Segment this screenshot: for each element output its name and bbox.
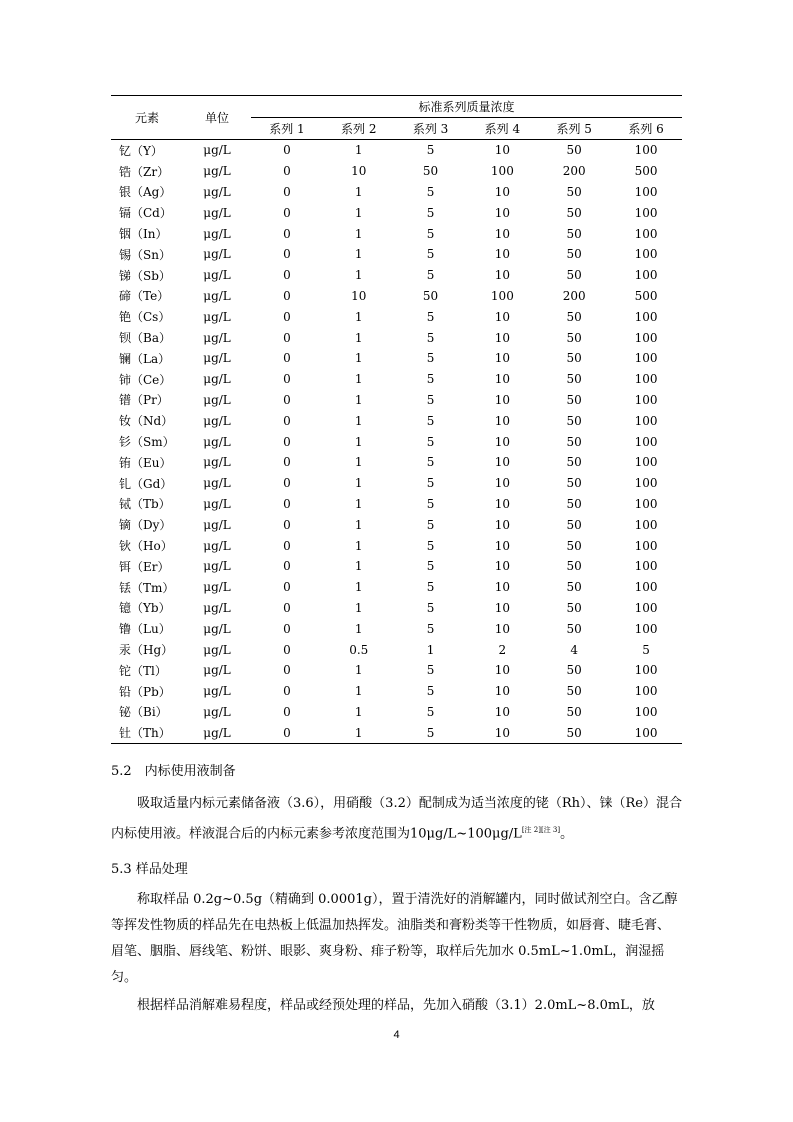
series-4-cell: 10 — [494, 351, 511, 366]
series-1-cell: 0 — [283, 684, 291, 699]
series-3-cell: 50 — [422, 164, 439, 179]
series-4-cell: 10 — [494, 517, 511, 532]
element-cell: 钡（Ba） — [119, 331, 171, 346]
series-1-cell: 0 — [251, 722, 323, 743]
series-3-cell: 5 — [426, 392, 435, 407]
series-6-cell: 100 — [634, 351, 658, 366]
series-3-cell: 5 — [426, 455, 435, 470]
series-3-cell: 5 — [426, 538, 435, 553]
series-6-cell: 100 — [634, 309, 658, 324]
table-row — [111, 223, 682, 244]
series-2-cell: 1 — [354, 392, 363, 407]
series-1-cell: 0 — [283, 621, 291, 636]
series-3-cell: 5 — [426, 580, 435, 595]
header-unit: 单位 — [183, 96, 251, 140]
series-2-cell: 1 — [354, 559, 363, 574]
section-5-2-paragraph — [111, 791, 682, 847]
element-cell: 钍（Th） — [111, 722, 183, 743]
series-5-cell: 50 — [566, 580, 582, 595]
series-5-cell: 50 — [566, 205, 582, 220]
series-4-cell: 10 — [494, 392, 511, 407]
element-cell: 碲（Te） — [119, 289, 170, 304]
series-1-cell: 0 — [283, 580, 291, 595]
series-6-cell: 100 — [634, 559, 658, 574]
unit-cell: μg/L — [203, 247, 231, 262]
element-cell: 铽（Tb） — [119, 497, 171, 512]
section-5-2-end: 。 — [560, 826, 574, 842]
unit-cell: μg/L — [203, 580, 231, 595]
series-5-cell: 50 — [566, 143, 582, 158]
table-row — [111, 390, 682, 411]
element-cell: 镱（Yb） — [119, 601, 171, 616]
series-3-cell: 5 — [426, 434, 435, 449]
series-2-cell: 0.5 — [349, 642, 369, 657]
series-3-cell: 5 — [426, 559, 435, 574]
section-5-3-paragraph-1: 称取样品 0.2g~0.5g（精确到 0.0001g），置于清洗好的消解罐内，同时做试剂空白。含乙醇等挥发性物质的样品先在电热板上低温加热挥发。油脂类和膏粉类等干性物质，如唇膏、睫毛膏、眉笔、胭脂、唇线笔、粉饼、眼影、爽身粉、痱子粉等，取样后先加水 0.5mL~1.0mL，润湿摇匀。 — [111, 892, 678, 985]
unit-cell: μg/L — [203, 621, 231, 636]
series-2-cell: 1 — [354, 247, 363, 262]
series-1-cell: 0 — [283, 642, 291, 657]
series-3-cell: 5 — [426, 330, 435, 345]
table-row — [111, 514, 682, 535]
table-row — [111, 681, 682, 702]
section-5-3-paragraph-2: 根据样品消解难易程度，样品或经预处理的样品，先加入硝酸（3.1）2.0mL~8.0mL，放 — [137, 998, 655, 1013]
series-2-cell: 1 — [354, 143, 363, 158]
series-3-cell: 5 — [426, 205, 435, 220]
series-2-cell: 1 — [354, 663, 363, 678]
series-1-cell: 0 — [283, 143, 291, 158]
series-3-cell: 5 — [426, 143, 435, 158]
series-1-cell: 0 — [283, 288, 291, 303]
unit-cell: μg/L — [203, 663, 231, 678]
series-3-cell: 5 — [426, 309, 435, 324]
series-2-cell: 10 — [351, 164, 367, 179]
series-4-cell: 10 — [494, 455, 511, 470]
unit-cell: μg/L — [203, 372, 231, 387]
series-6-cell: 100 — [610, 722, 682, 743]
section-5-2-heading: 5.2 内标使用液制备 — [111, 764, 236, 779]
series-1-cell: 0 — [283, 704, 291, 719]
series-1-cell: 0 — [283, 184, 291, 199]
table-row — [111, 410, 682, 431]
header-series-5: 系列 5 — [538, 118, 610, 140]
series-6-cell: 100 — [634, 517, 658, 532]
unit-cell: μg/L — [203, 164, 231, 179]
unit-cell: μg/L — [203, 476, 231, 491]
series-5-cell: 50 — [566, 538, 582, 553]
series-3-cell: 5 — [426, 621, 435, 636]
series-4-cell: 10 — [494, 704, 511, 719]
element-cell: 铒（Er） — [119, 559, 170, 574]
unit-cell: μg/L — [203, 143, 231, 158]
element-cell: 锆（Zr） — [119, 164, 170, 179]
unit-cell: μg/L — [203, 226, 231, 241]
series-2-cell: 1 — [354, 684, 363, 699]
series-4-cell: 10 — [494, 559, 511, 574]
series-3-cell: 5 — [426, 268, 435, 283]
series-5-cell: 50 — [566, 184, 582, 199]
series-5-cell: 50 — [566, 600, 582, 615]
series-1-cell: 0 — [283, 538, 291, 553]
element-cell: 铥（Tm） — [119, 580, 175, 595]
series-6-cell: 100 — [634, 268, 658, 283]
element-cell: 镨（Pr） — [119, 393, 169, 408]
element-cell: 铋（Bi） — [119, 705, 168, 720]
series-2-cell: 1 — [354, 538, 363, 553]
header-series-1: 系列 1 — [251, 118, 323, 140]
series-4-cell: 10 — [494, 621, 511, 636]
unit-cell: μg/L — [203, 413, 231, 428]
series-5-cell: 50 — [566, 621, 582, 636]
series-2-cell: 1 — [354, 226, 363, 241]
series-6-cell: 100 — [634, 704, 658, 719]
element-cell: 铅（Pb） — [119, 684, 171, 699]
series-5-cell: 50 — [566, 268, 582, 283]
series-4-cell: 2 — [498, 642, 507, 657]
series-1-cell: 0 — [283, 226, 291, 241]
series-3-cell: 5 — [426, 413, 435, 428]
series-2-cell: 1 — [354, 268, 363, 283]
element-cell: 镥（Lu） — [119, 622, 171, 637]
series-5-cell: 50 — [566, 496, 582, 511]
series-6-cell: 100 — [634, 684, 658, 699]
series-6-cell: 5 — [642, 642, 650, 657]
series-1-cell: 0 — [283, 434, 291, 449]
header-series-3: 系列 3 — [395, 118, 467, 140]
series-5-cell: 50 — [566, 372, 582, 387]
series-2-cell: 1 — [354, 434, 363, 449]
table-row — [111, 431, 682, 452]
series-4-cell: 10 — [494, 143, 511, 158]
series-6-cell: 500 — [634, 288, 658, 303]
element-cell: 铈（Ce） — [119, 372, 172, 387]
table-row — [111, 722, 682, 743]
table-row — [111, 306, 682, 327]
series-6-cell: 100 — [634, 184, 658, 199]
unit-cell: μg/L — [183, 722, 251, 743]
series-4-cell: 10 — [494, 309, 511, 324]
footnote-reference: [注 2][注 3] — [521, 826, 561, 834]
element-cell: 银（Ag） — [119, 185, 172, 200]
table-row — [111, 202, 682, 223]
unit-cell: μg/L — [203, 392, 231, 407]
series-4-cell: 10 — [494, 600, 511, 615]
series-5-cell: 4 — [570, 642, 578, 657]
series-4-cell: 10 — [494, 580, 511, 595]
series-2-cell: 1 — [354, 351, 363, 366]
element-cell: 铟（In） — [119, 227, 168, 242]
series-3-cell: 5 — [426, 704, 435, 719]
series-1-cell: 0 — [283, 663, 291, 678]
element-cell: 锑（Sb） — [119, 268, 171, 283]
unit-cell: μg/L — [203, 704, 231, 719]
series-4-cell: 10 — [494, 268, 511, 283]
table-row — [111, 140, 682, 161]
series-4-cell: 10 — [494, 413, 511, 428]
element-cell: 镝（Dy） — [119, 518, 172, 533]
standard-series-table — [111, 95, 682, 744]
series-6-cell: 100 — [634, 621, 658, 636]
table-row — [111, 286, 682, 307]
series-3-cell: 5 — [426, 496, 435, 511]
series-1-cell: 0 — [283, 247, 291, 262]
element-cell: 镧（La） — [119, 351, 171, 366]
series-6-cell: 100 — [634, 434, 658, 449]
series-4-cell: 10 — [466, 722, 538, 743]
series-2-cell: 1 — [354, 517, 363, 532]
series-6-cell: 100 — [634, 496, 658, 511]
series-2-cell: 1 — [354, 330, 363, 345]
series-5-cell: 50 — [566, 704, 582, 719]
unit-cell: μg/L — [203, 351, 231, 366]
table-row — [111, 535, 682, 556]
series-6-cell: 100 — [634, 663, 658, 678]
table-row — [111, 369, 682, 390]
series-3-cell: 5 — [426, 247, 435, 262]
series-5-cell: 50 — [566, 684, 582, 699]
header-series-4: 系列 4 — [466, 118, 538, 140]
series-5-cell: 50 — [566, 413, 582, 428]
series-2-cell: 1 — [354, 496, 363, 511]
series-6-cell: 100 — [634, 538, 658, 553]
series-3-cell: 5 — [426, 184, 435, 199]
element-cell: 镉（Cd） — [119, 206, 172, 221]
series-5-cell: 50 — [566, 247, 582, 262]
series-3-cell: 5 — [426, 372, 435, 387]
series-3-cell: 5 — [426, 600, 435, 615]
series-5-cell: 50 — [566, 663, 582, 678]
series-4-cell: 10 — [494, 205, 511, 220]
series-5-cell: 50 — [566, 455, 582, 470]
header-series-6: 系列 6 — [610, 118, 682, 140]
series-1-cell: 0 — [283, 351, 291, 366]
series-4-cell: 10 — [494, 247, 511, 262]
series-6-cell: 100 — [634, 247, 658, 262]
table-row — [111, 660, 682, 681]
series-2-cell: 1 — [354, 621, 363, 636]
unit-cell: μg/L — [203, 600, 231, 615]
table-row — [111, 452, 682, 473]
series-2-cell: 1 — [354, 600, 363, 615]
series-6-cell: 100 — [634, 476, 658, 491]
series-5-cell: 50 — [566, 226, 582, 241]
series-1-cell: 0 — [283, 559, 291, 574]
header-group: 标准系列质量浓度 — [251, 96, 682, 118]
series-4-cell: 10 — [494, 184, 511, 199]
series-6-cell: 100 — [634, 205, 658, 220]
table-row — [111, 556, 682, 577]
table-row — [111, 327, 682, 348]
element-cell: 钇（Y） — [119, 143, 163, 158]
series-5-cell: 50 — [566, 559, 582, 574]
series-2-cell: 10 — [351, 288, 367, 303]
series-4-cell: 100 — [490, 164, 514, 179]
series-6-cell: 100 — [634, 330, 658, 345]
series-3-cell: 5 — [426, 663, 435, 678]
series-5-cell: 50 — [566, 434, 582, 449]
series-4-cell: 100 — [490, 288, 514, 303]
series-6-cell: 100 — [634, 392, 658, 407]
series-4-cell: 10 — [494, 663, 511, 678]
series-4-cell: 10 — [494, 434, 511, 449]
table-row — [111, 577, 682, 598]
series-1-cell: 0 — [283, 372, 291, 387]
series-5-cell: 50 — [566, 476, 582, 491]
series-1-cell: 0 — [283, 268, 291, 283]
series-6-cell: 100 — [634, 226, 658, 241]
table-row — [111, 182, 682, 203]
table-row — [111, 618, 682, 639]
series-3-cell: 5 — [426, 226, 435, 241]
series-1-cell: 0 — [283, 205, 291, 220]
series-5-cell: 50 — [538, 722, 610, 743]
table-row — [111, 348, 682, 369]
series-2-cell: 1 — [323, 722, 395, 743]
page-number: 4 — [393, 1029, 400, 1041]
section-5-3-heading: 5.3 样品处理 — [111, 862, 188, 877]
series-2-cell: 1 — [354, 704, 363, 719]
header-element: 元素 — [111, 96, 183, 140]
unit-cell: μg/L — [203, 496, 231, 511]
unit-cell: μg/L — [203, 538, 231, 553]
section-5-2-text: 吸取适量内标元素储备液（3.6），用硝酸（3.2）配制成为适当浓度的铑（Rh）、铼（Re）混合内标使用液。样液混合后的内标元素参考浓度范围为10μg/L~100μg/L — [111, 796, 682, 842]
unit-cell: μg/L — [203, 309, 231, 324]
series-3-cell: 5 — [395, 722, 467, 743]
series-2-cell: 1 — [354, 184, 363, 199]
series-6-cell: 100 — [634, 455, 658, 470]
table-body — [111, 140, 682, 744]
series-1-cell: 0 — [283, 164, 291, 179]
element-cell: 钐（Sm） — [119, 435, 175, 450]
series-1-cell: 0 — [283, 496, 291, 511]
series-2-cell: 1 — [354, 580, 363, 595]
series-5-cell: 200 — [562, 288, 586, 303]
series-1-cell: 0 — [283, 600, 291, 615]
series-4-cell: 10 — [494, 330, 511, 345]
series-6-cell: 100 — [634, 372, 658, 387]
series-1-cell: 0 — [283, 330, 291, 345]
series-1-cell: 0 — [283, 455, 291, 470]
series-1-cell: 0 — [283, 392, 291, 407]
series-2-cell: 1 — [354, 372, 363, 387]
table-row — [111, 702, 682, 723]
series-1-cell: 0 — [283, 476, 291, 491]
series-6-cell: 100 — [634, 600, 658, 615]
unit-cell: μg/L — [203, 268, 231, 283]
series-1-cell: 0 — [283, 309, 291, 324]
series-5-cell: 200 — [562, 164, 586, 179]
unit-cell: μg/L — [203, 434, 231, 449]
series-6-cell: 100 — [634, 143, 658, 158]
table-row — [111, 265, 682, 286]
table-row — [111, 244, 682, 265]
element-cell: 钬（Ho） — [119, 539, 173, 554]
unit-cell: μg/L — [203, 205, 231, 220]
series-4-cell: 10 — [494, 496, 511, 511]
series-4-cell: 10 — [494, 226, 511, 241]
series-6-cell: 100 — [634, 580, 658, 595]
series-4-cell: 10 — [494, 476, 511, 491]
series-3-cell: 5 — [426, 476, 435, 491]
unit-cell: μg/L — [203, 184, 231, 199]
series-3-cell: 50 — [422, 288, 439, 303]
unit-cell: μg/L — [203, 330, 231, 345]
element-cell: 铕（Eu） — [119, 455, 172, 470]
unit-cell: μg/L — [203, 559, 231, 574]
series-4-cell: 10 — [494, 372, 511, 387]
series-4-cell: 10 — [494, 684, 511, 699]
element-cell: 钆（Gd） — [119, 476, 173, 491]
series-3-cell: 5 — [426, 517, 435, 532]
unit-cell: μg/L — [203, 642, 231, 657]
unit-cell: μg/L — [203, 288, 231, 303]
series-3-cell: 5 — [426, 684, 435, 699]
series-2-cell: 1 — [354, 309, 363, 324]
table-row — [111, 494, 682, 515]
element-cell: 钕（Nd） — [119, 414, 174, 429]
series-5-cell: 50 — [566, 309, 582, 324]
unit-cell: μg/L — [203, 455, 231, 470]
series-3-cell: 5 — [426, 351, 435, 366]
series-6-cell: 500 — [634, 164, 658, 179]
series-2-cell: 1 — [354, 205, 363, 220]
element-cell: 铊（Tl） — [119, 663, 167, 678]
unit-cell: μg/L — [203, 684, 231, 699]
series-5-cell: 50 — [566, 330, 582, 345]
table-row — [111, 598, 682, 619]
series-5-cell: 50 — [566, 517, 582, 532]
series-2-cell: 1 — [354, 413, 363, 428]
series-6-cell: 100 — [634, 413, 658, 428]
element-cell: 锡（Sn） — [119, 247, 171, 262]
series-4-cell: 10 — [494, 538, 511, 553]
table-row — [111, 639, 682, 660]
header-series-2: 系列 2 — [323, 118, 395, 140]
unit-cell: μg/L — [203, 517, 231, 532]
series-1-cell: 0 — [283, 413, 291, 428]
element-cell: 汞（Hg） — [119, 643, 174, 658]
series-1-cell: 0 — [283, 517, 291, 532]
series-3-cell: 1 — [426, 642, 435, 657]
series-2-cell: 1 — [354, 476, 363, 491]
series-5-cell: 50 — [566, 392, 582, 407]
series-2-cell: 1 — [354, 455, 363, 470]
element-cell: 铯（Cs） — [119, 310, 171, 325]
table-row — [111, 473, 682, 494]
series-5-cell: 50 — [566, 351, 582, 366]
table-row — [111, 161, 682, 182]
